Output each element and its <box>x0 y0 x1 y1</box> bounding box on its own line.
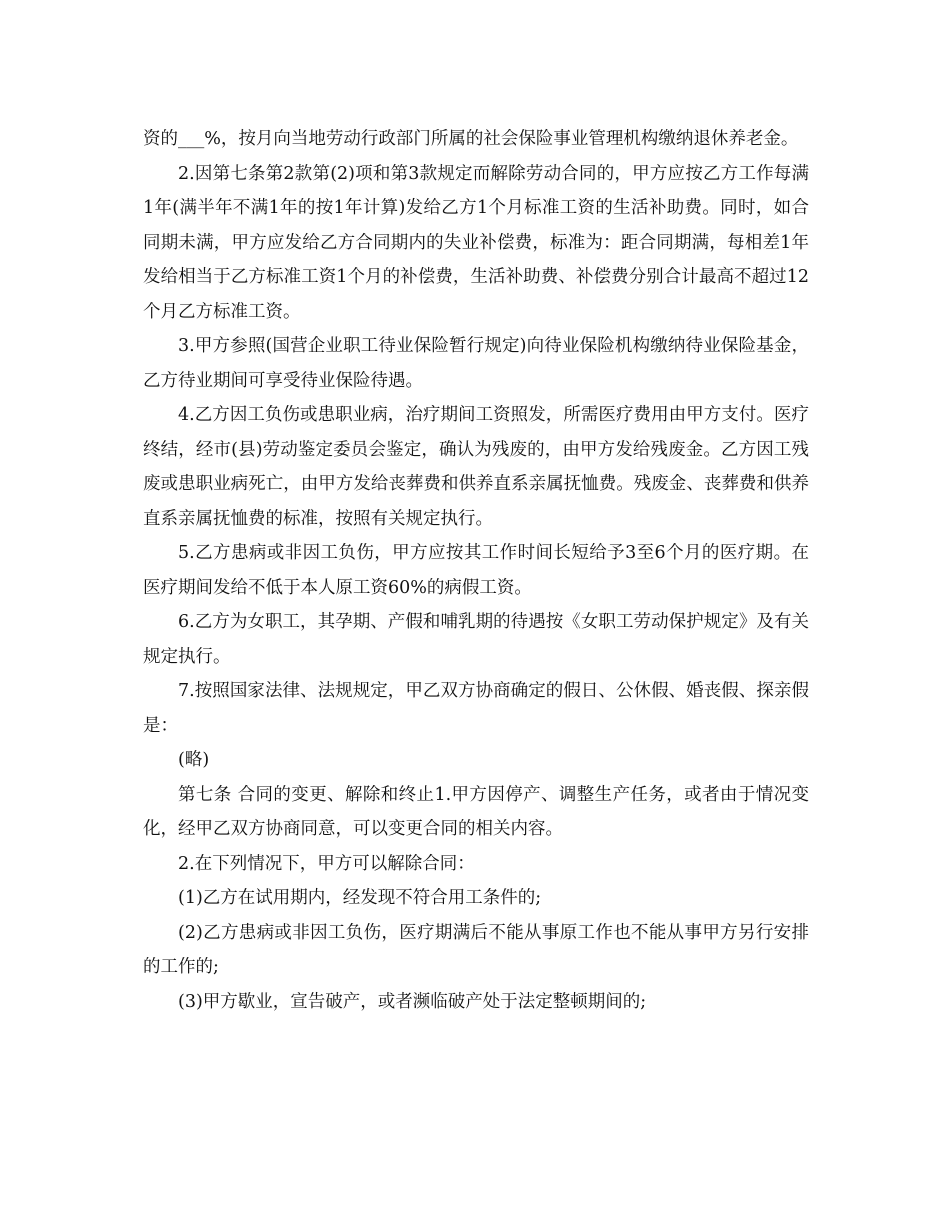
paragraph-article-7-change: 第七条 合同的变更、解除和终止1.甲方因停产、调整生产任务，或者由于情况变化，经甲乙双方协商同意，可以变更合同的相关内容。 <box>143 784 809 839</box>
paragraph-termination-item-3: (3)甲方歇业，宣告破产，或者濒临破产处于法定整顿期间的; <box>178 991 647 1012</box>
paragraph-termination-item-2: (2)乙方患病或非因工负伤，医疗期满后不能从事原工作也不能从事甲方另行安排的工作的; <box>143 922 809 977</box>
paragraph-clause-7-holidays: 7.按照国家法律、法规规定，甲乙双方协商确定的假日、公休假、婚丧假、探亲假是： <box>143 681 809 736</box>
paragraph-termination-item-1: (1)乙方在试用期内，经发现不符合用工条件的; <box>178 888 542 908</box>
paragraph-clause-2-living-subsidy: 2.因第七条第2款第(2)项和第3款规定而解除劳动合同的，甲方应按乙方工作每满1年(满半年不满1年的按1年计算)发给乙方1个月标准工资的生活补助费。同时，如合同期未满，甲方应发给乙方合同期内的失业补偿费，标准为：距合同期满，每相差1年发给相当于乙方标准工资1个月的补偿费，生活补助费、补偿费分别合计最高不超过12个月乙方标准工资。 <box>143 163 809 322</box>
paragraph-pension-continuation: 资的___%，按月向当地劳动行政部门所属的社会保险事业管理机构缴纳退休养老金。 <box>143 129 799 149</box>
paragraph-termination-intro: 2.在下列情况下，甲方可以解除合同： <box>178 853 475 874</box>
paragraph-clause-3-unemployment-insurance: 3.甲方参照(国营企业职工待业保险暂行规定)向待业保险机构缴纳待业保险基金，乙方待业期间可享受待业保险待遇。 <box>143 336 809 391</box>
paragraph-clause-6-female-staff: 6.乙方为女职工，其孕期、产假和哺乳期的待遇按《女职工劳动保护规定》及有关规定执行。 <box>143 612 809 667</box>
document-body <box>143 122 809 1019</box>
paragraph-clause-4-work-injury: 4.乙方因工负伤或患职业病，治疗期间工资照发，所需医疗费用由甲方支付。医疗终结，经市(县)劳动鉴定委员会鉴定，确认为残废的，由甲方发给残废金。乙方因工残废或患职业病死亡，由甲方发给丧葬费和供养直系亲属抚恤费。残废金、丧葬费和供养直系亲属抚恤费的标准，按照有关规定执行。 <box>143 405 809 529</box>
paragraph-clause-5-medical-period: 5.乙方患病或非因工负伤，甲方应按其工作时间长短给予3至6个月的医疗期。在医疗期间发给不低于本人原工资60%的病假工资。 <box>143 543 809 598</box>
paragraph-omitted: (略) <box>178 750 210 770</box>
